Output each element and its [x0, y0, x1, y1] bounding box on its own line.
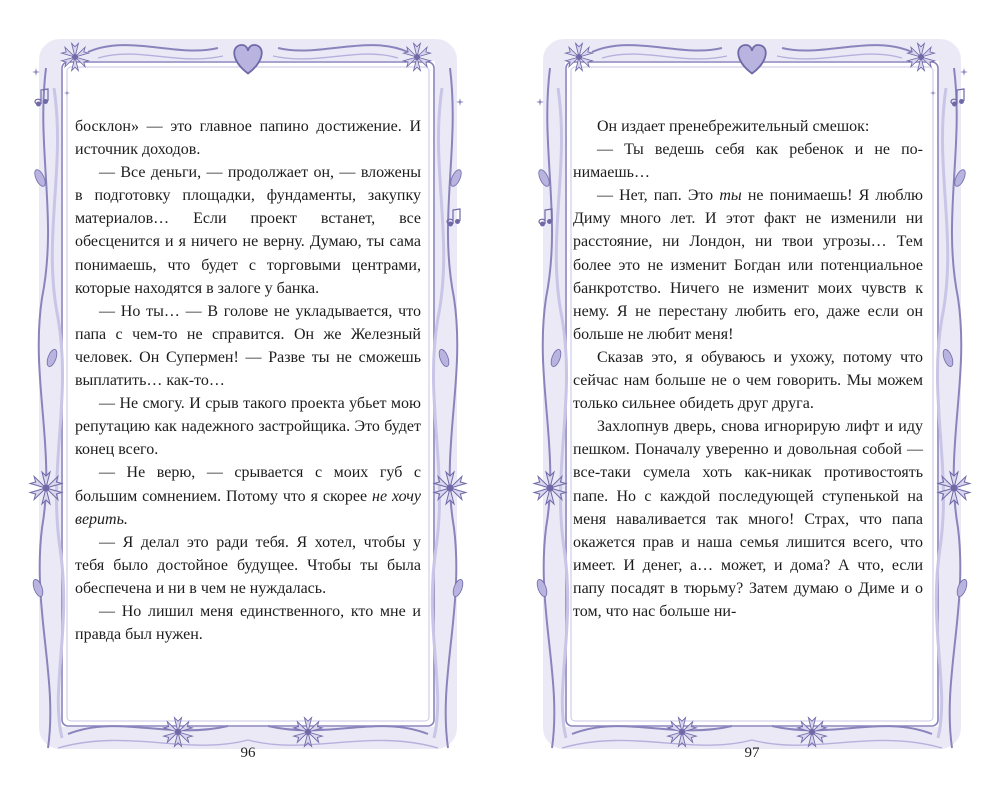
italic-word: ты	[719, 187, 742, 205]
heart-icon	[738, 45, 766, 74]
left-page	[28, 28, 468, 770]
paragraph: — Ты ведешь себя как ребенок и не понимаешь…	[573, 141, 923, 182]
paragraph: Сказав это, я обуваюсь и ухожу, потому что сейчас нам больше не о чем говорить. Мы можем только сильнее обидеть друг друга.	[573, 348, 923, 413]
page-text	[573, 115, 923, 623]
page-number: 97	[744, 745, 760, 761]
paragraph: — Все деньги, — продолжает он, — вложены в подготовку площадки, фундаменты, закупку материалов… Если проект встанет, все обесценится и я ничего не верну. Думаю, ты сама понимаешь, что будет с торговыми центрами, которые находятся в залоге у банка.	[75, 164, 421, 297]
page-number: 96	[240, 745, 256, 761]
page-text	[75, 115, 421, 646]
paragraph: — Не верю, — срывается с моих губ с большим сомнением. Потому что я скорее не хочу верить.	[75, 464, 422, 528]
sparkle-icon	[536, 98, 544, 106]
paragraph: — Но ты… — В голове не укладывается, что папа с чем-то не справится. Он же Железный человек. Он Супермен! — Разве ты не сможешь выплатить… как-то…	[75, 302, 421, 390]
paragraph: — Не смогу. И срыв такого проекта убьет мою репутацию как надежного застройщика. Это будет конец всего.	[75, 395, 421, 459]
italic-phrase: не хочу верить.	[75, 487, 422, 528]
paragraph: Он издает пренебрежительный смешок:	[597, 118, 870, 135]
sparkle-icon	[64, 90, 70, 96]
sparkle-icon	[930, 90, 936, 96]
right-page	[532, 28, 972, 770]
paragraph: — Я делал это ради тебя. Я хотел, чтобы у тебя было достойное будущее. Чтобы ты была обеспечена и ни в чем не нуждалась.	[75, 533, 421, 597]
sparkle-icon	[456, 98, 464, 106]
paragraph: босклон» — это главное папино достижение. И источник доходов.	[75, 118, 421, 159]
sparkle-icon	[32, 68, 40, 76]
paragraph: — Но лишил меня единственного, кто мне и правда был нужен.	[75, 602, 421, 644]
paragraph: Захлопнув дверь, снова игнорирую лифт и иду пешком. Поначалу уверенно и довольная собой — все-таки сумела хоть как-никак противостоять папе. Но с каждой последующей ступенькой на меня наваливается так много! Страх, что папа окажется прав и наша семья лишится всего, что имеет. И денег, а… может, и дома? А что, если папу посадят в тюрьму? Затем думаю о Диме и о том, что нас больше ни-	[573, 418, 923, 620]
sparkle-icon	[960, 68, 968, 76]
heart-icon	[234, 45, 262, 74]
paragraph: — Нет, пап. Это ты не понимаешь! Я люблю Диму много лет. И этот факт не изменили ни расстояние, ни Лондон, ни твои угрозы… Тем более это не изменит Богдан или потенциальное банкротство. Ничего не изменит моих чувств к нему. Я не перестану любить его, даже если он больше не любит меня!	[573, 187, 924, 343]
